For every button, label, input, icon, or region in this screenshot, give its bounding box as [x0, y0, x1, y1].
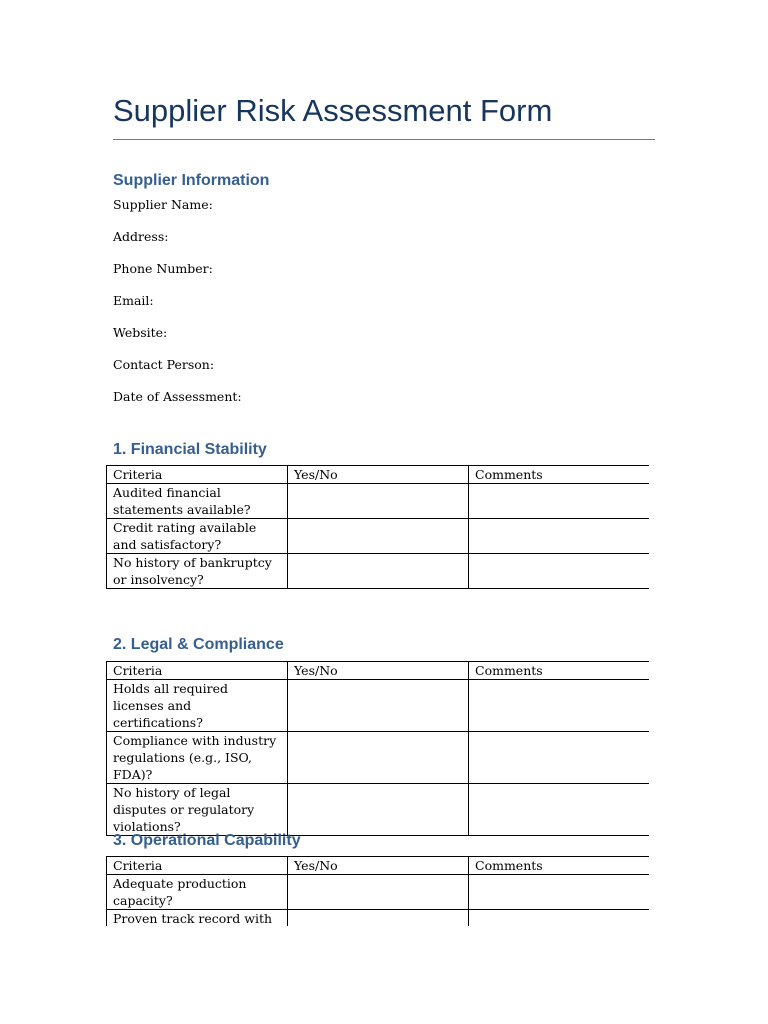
table-header-row: [107, 857, 650, 875]
yes-no-cell[interactable]: [288, 910, 469, 927]
column-header: Criteria: [107, 857, 288, 875]
table-row: [107, 875, 650, 910]
criteria-cell: Holds all required licenses and certifications?: [107, 680, 288, 732]
comments-cell[interactable]: [469, 784, 650, 836]
comments-cell[interactable]: [469, 519, 650, 554]
yes-no-cell[interactable]: [288, 484, 469, 519]
page-title: Supplier Risk Assessment Form: [113, 93, 553, 128]
table-row: [107, 732, 650, 784]
section-legal-compliance-heading: 2. Legal & Compliance: [113, 636, 284, 653]
column-header: Yes/No: [288, 662, 469, 680]
section-financial-stability-heading: 1. Financial Stability: [113, 441, 267, 458]
column-header: Criteria: [107, 662, 288, 680]
comments-cell[interactable]: [469, 554, 650, 589]
section-operational-capability-heading: 3. Operational Capability: [113, 832, 301, 849]
field-supplier-name: Supplier Name:: [113, 197, 213, 212]
yes-no-cell[interactable]: [288, 680, 469, 732]
comments-cell[interactable]: [469, 484, 650, 519]
column-header: Comments: [469, 662, 650, 680]
field-email: Email:: [113, 293, 154, 308]
field-phone-number: Phone Number:: [113, 261, 213, 276]
field-website: Website:: [113, 325, 168, 340]
supplier-info-heading: Supplier Information: [113, 172, 270, 189]
legal-compliance-table: [106, 661, 649, 836]
comments-cell[interactable]: [469, 680, 650, 732]
financial-stability-table: [106, 465, 649, 589]
table-row: [107, 519, 650, 554]
column-header: Yes/No: [288, 857, 469, 875]
table-header-row: [107, 466, 650, 484]
yes-no-cell[interactable]: [288, 519, 469, 554]
table-row: [107, 484, 650, 519]
yes-no-cell[interactable]: [288, 554, 469, 589]
yes-no-cell[interactable]: [288, 732, 469, 784]
column-header: Comments: [469, 857, 650, 875]
column-header: Comments: [469, 466, 650, 484]
criteria-cell: No history of legal disputes or regulatory violations?: [107, 784, 288, 836]
comments-cell[interactable]: [469, 732, 650, 784]
criteria-cell: No history of bankruptcy or insolvency?: [107, 554, 288, 589]
criteria-cell: Audited financial statements available?: [107, 484, 288, 519]
field-address: Address:: [113, 229, 169, 244]
criteria-cell: Proven track record with: [107, 910, 288, 927]
yes-no-cell[interactable]: [288, 784, 469, 836]
criteria-cell: Adequate production capacity?: [107, 875, 288, 910]
table-row: [107, 554, 650, 589]
table-row: [107, 680, 650, 732]
operational-capability-table: [106, 856, 649, 926]
table-row: [107, 784, 650, 836]
yes-no-cell[interactable]: [288, 875, 469, 910]
criteria-cell: Compliance with industry regulations (e.g., ISO, FDA)?: [107, 732, 288, 784]
column-header: Criteria: [107, 466, 288, 484]
table-row: [107, 910, 650, 927]
title-divider: [113, 139, 655, 140]
comments-cell[interactable]: [469, 875, 650, 910]
criteria-cell: Credit rating available and satisfactory?: [107, 519, 288, 554]
field-contact-person: Contact Person:: [113, 357, 215, 372]
comments-cell[interactable]: [469, 910, 650, 927]
column-header: Yes/No: [288, 466, 469, 484]
field-date-of-assessment: Date of Assessment:: [113, 389, 242, 404]
table-header-row: [107, 662, 650, 680]
